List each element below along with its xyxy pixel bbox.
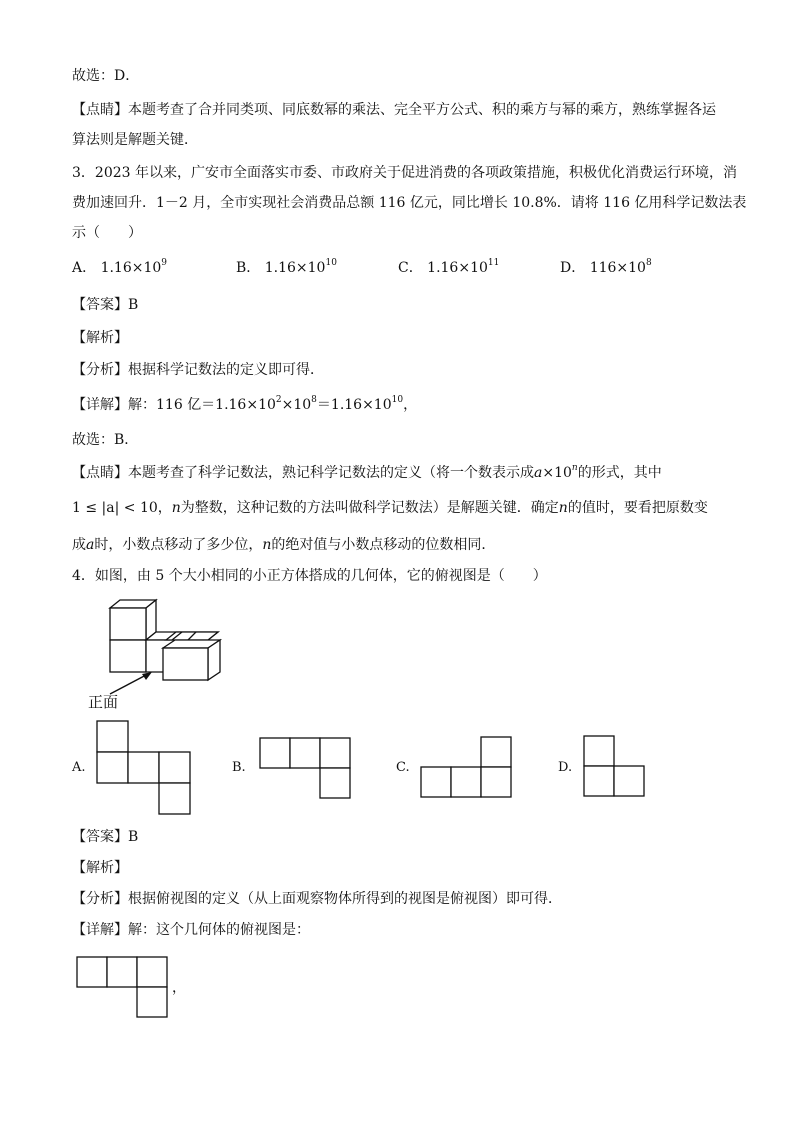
q4-analysis-heading: 【解析】 (72, 860, 128, 876)
q2-comment-line-1: 【点睛】本题考查了合并同类项、同底数幂的乘法、完全平方公式、积的乘方与幂的乘方，熟练掌握各运 (72, 102, 716, 118)
q2-comment-line-2: 算法则是解题关键． (72, 132, 198, 148)
q4-option-c-label: C. (396, 760, 410, 775)
q4-option-a-label: A. (72, 760, 86, 775)
q4-detail: 【详解】解：这个几何体的俯视图是： (72, 922, 310, 938)
q3-comment-line-1: 【点睛】本题考查了科学记数法，熟记科学记数法的定义（将一个数表示成$a\times 10^n$的形式，其中 (72, 463, 662, 481)
answer-figure-comma: ， (172, 980, 186, 996)
q4-answer: 【答案】B (72, 829, 139, 845)
q4-answer-figure (76, 956, 176, 1026)
q4-option-b-label: B. (232, 760, 246, 775)
q3-comment-line-2: 1 ≤ |a| < 10，n为整数，这种记数的方法叫做科学记数法）是解题关键．确定n的值时，要看把原数变 (72, 500, 708, 516)
front-view-label: 正面 (88, 693, 119, 711)
q3-analysis-heading: 【解析】 (72, 330, 128, 346)
q3-stem-line-3: 示（ ） (72, 225, 142, 241)
q3-option-c: C． $1.16\times 10^{11}$ (398, 258, 500, 276)
q3-option-a: A． $1.16\times 10^9$ (72, 258, 168, 276)
q4-option-c-figure (420, 736, 520, 806)
q4-option-d-label: D. (558, 760, 573, 775)
q3-analysis: 【分析】根据科学记数法的定义即可得． (72, 362, 324, 378)
q4-analysis: 【分析】根据俯视图的定义（从上面观察物体所得到的视图是俯视图）即可得． (72, 891, 562, 907)
q3-choice: 故选：B． (72, 432, 139, 448)
q3-comment-line-3: 成a时，小数点移动了多少位，n的绝对值与小数点移动的位数相同． (72, 537, 496, 553)
q3-stem-line-2: 费加速回升．1－2 月，全市实现社会消费品总额 116 亿元，同比增长 10.8%．请将 116 亿用科学记数法表 (72, 195, 747, 211)
q2-choice-line: 故选：D． (72, 68, 140, 84)
q3-option-d: D． $116\times 10^8$ (560, 258, 652, 276)
q4-stem: 4．如图，由 5 个大小相同的小正方体搭成的几何体，它的俯视图是（ ） (72, 568, 547, 584)
q4-option-d-figure (583, 735, 663, 805)
q3-option-b: B． $1.16\times 10^{10}$ (236, 258, 337, 276)
q3-answer: 【答案】B (72, 297, 139, 313)
q4-option-b-figure (259, 737, 359, 807)
q4-option-a-figure (96, 720, 196, 820)
q3-stem-line-1: 3．2023 年以来，广安市全面落实市委、市政府关于促进消费的各项政策措施，积极优化消费运行环境，消 (72, 165, 737, 181)
q3-detail: 【详解】解：116 亿$=1.16\times 10^2\times 10^8=1.16\times 10^{10}$， (72, 395, 418, 413)
